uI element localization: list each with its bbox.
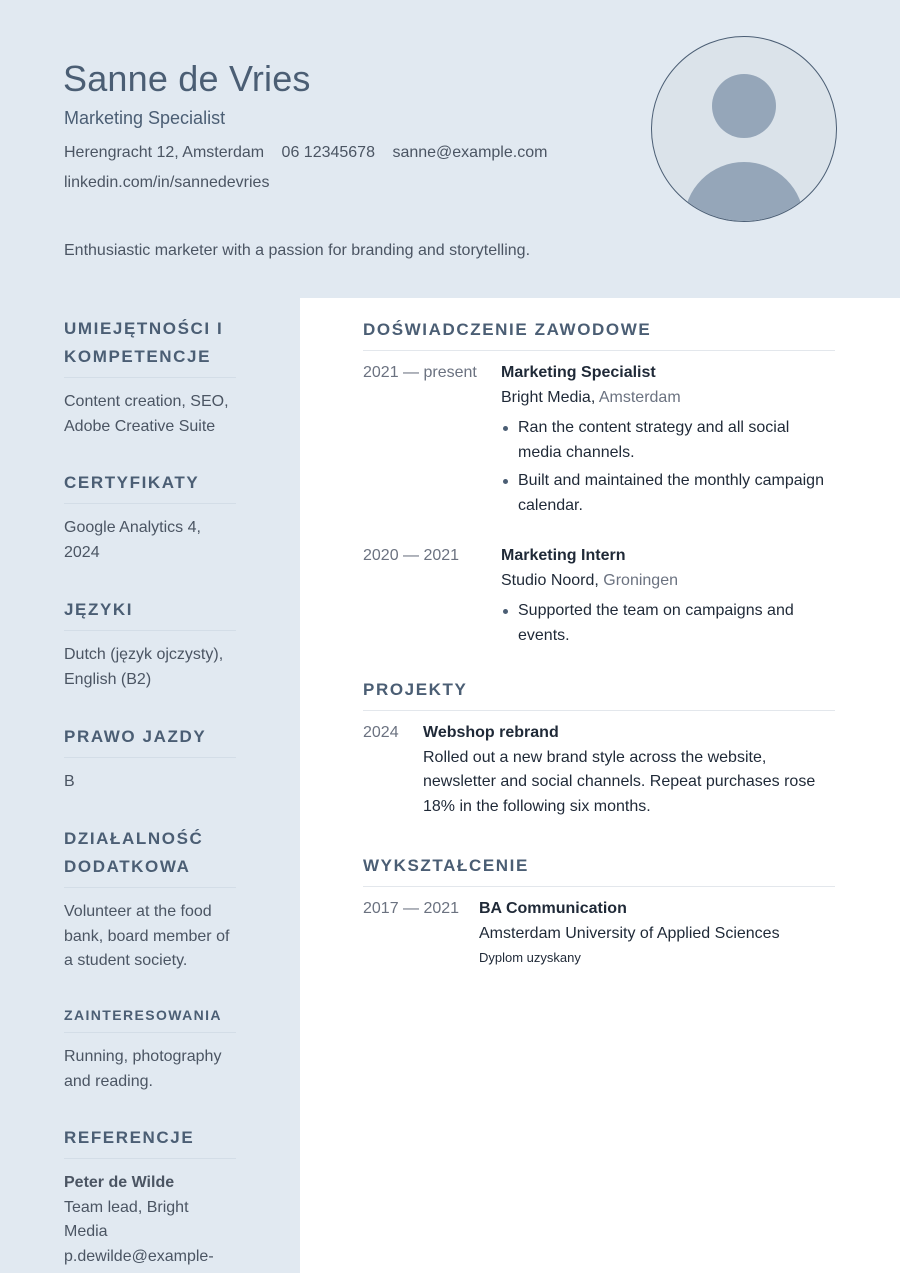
contact-phone: 06 12345678 <box>281 144 375 161</box>
references-text <box>64 1171 236 1269</box>
experience-role: Marketing Intern <box>501 547 626 564</box>
experience-bullets <box>501 416 835 518</box>
experience-employer: Studio Noord, Groningen <box>501 571 678 589</box>
avatar-body <box>684 162 804 222</box>
license-text: B <box>64 773 75 790</box>
certificates-text: Google Analytics 4, 2024 <box>64 519 201 561</box>
job-title: Marketing Specialist <box>64 108 226 128</box>
license-heading: PRAWO JAZDY <box>64 723 236 758</box>
experience-entry <box>363 544 835 648</box>
project-description: Rolled out a new brand style across the website, newsletter and social channels. Repeat purchases rose 18% in the following six months. <box>423 748 816 815</box>
experience-city: Groningen <box>603 571 678 589</box>
reference-email[interactable]: p.dewilde@example- <box>64 1247 214 1265</box>
languages-text: Dutch (język ojczysty), English (B2) <box>64 646 224 688</box>
education-dates: 2017 — 2021 <box>363 900 460 917</box>
experience-dates: 2020 — 2021 <box>363 547 460 564</box>
experience-bullet: Supported the team on campaigns and events. <box>501 599 835 648</box>
experience-entry <box>363 361 835 518</box>
education-note: Dyplom uzyskany <box>479 950 581 965</box>
contact-address: Herengracht 12, Amsterdam <box>64 144 265 161</box>
interests-heading: ZAINTERESOWANIA <box>64 1004 236 1033</box>
experience-role: Marketing Specialist <box>501 364 656 381</box>
certificates-heading: CERTYFIKATY <box>64 469 236 504</box>
person-placeholder-icon <box>651 36 837 222</box>
license-section <box>64 723 236 795</box>
projects-section <box>363 678 835 819</box>
skills-text: Content creation, SEO, Adobe Creative Suite <box>64 393 229 435</box>
references-heading: REFERENCJE <box>64 1124 236 1159</box>
experience-company: Studio Noord <box>501 571 595 589</box>
education-heading: WYKSZTAŁCENIE <box>363 854 835 887</box>
profile-summary: Enthusiastic marketer with a passion for branding and storytelling. <box>64 242 531 259</box>
experience-bullet: Ran the content strategy and all social media channels. <box>501 416 835 465</box>
education-section <box>363 854 835 968</box>
skills-section <box>64 315 236 439</box>
contact-email[interactable]: sanne@example.com <box>392 144 548 161</box>
references-section <box>64 1124 236 1269</box>
experience-bullet: Built and maintained the monthly campaign calendar. <box>501 469 835 518</box>
experience-heading: DOŚWIADCZENIE ZAWODOWE <box>363 318 835 351</box>
contact-linkedin[interactable]: linkedin.com/in/sannedevries <box>64 174 270 191</box>
interests-section <box>64 1004 236 1094</box>
reference-role: Team lead, Bright Media <box>64 1198 189 1240</box>
project-title: Webshop rebrand <box>423 724 559 741</box>
activities-text: Volunteer at the food bank, board member of a student society. <box>64 903 230 969</box>
projects-heading: PROJEKTY <box>363 678 835 711</box>
experience-dates: 2021 — present <box>363 364 477 381</box>
interests-text: Running, photography and reading. <box>64 1048 222 1090</box>
experience-bullets <box>501 599 835 648</box>
languages-heading: JĘZYKI <box>64 596 236 631</box>
experience-employer: Bright Media, Amsterdam <box>501 388 681 406</box>
reference-name: Peter de Wilde <box>64 1174 175 1191</box>
education-degree: BA Communication <box>479 900 627 917</box>
skills-heading: UMIEJĘTNOŚCI I KOMPETENCJE <box>64 315 236 378</box>
project-entry <box>363 721 835 819</box>
education-school: Amsterdam University of Applied Sciences <box>479 924 780 942</box>
activities-section <box>64 825 236 974</box>
contact-row <box>64 142 560 164</box>
experience-company: Bright Media <box>501 388 591 406</box>
activities-heading: DZIAŁALNOŚĆ DODATKOWA <box>64 825 236 888</box>
experience-section <box>363 318 835 652</box>
avatar-head <box>712 74 776 138</box>
candidate-name: Sanne de Vries <box>63 58 311 99</box>
education-entry <box>363 897 835 968</box>
languages-section <box>64 596 236 692</box>
project-year: 2024 <box>363 724 399 741</box>
certificates-section <box>64 469 236 565</box>
experience-city: Amsterdam <box>598 388 681 406</box>
